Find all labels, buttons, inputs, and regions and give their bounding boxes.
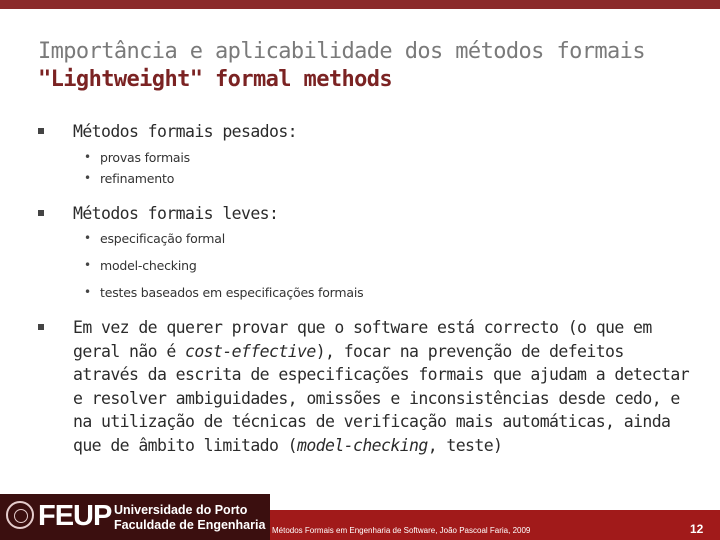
dot-bullet-icon: • <box>84 231 91 245</box>
bullet-text: Métodos formais pesados: <box>73 122 298 141</box>
slide-title-line2: "Lightweight" formal methods <box>38 67 393 92</box>
sub-bullet-text: provas formais <box>100 149 190 165</box>
sub-bullet-text: especificação formal <box>100 231 226 246</box>
paragraph-part1: Em vez de querer provar que o software está correcto (o que em geral não é <box>73 318 652 361</box>
dot-bullet-icon: • <box>84 285 91 299</box>
sub-bullet <box>38 228 698 249</box>
sub-bullet-text: refinamento <box>100 170 175 186</box>
sub-bullet <box>38 282 698 303</box>
university-seal-icon <box>6 501 34 529</box>
university-name: Universidade do Porto <box>114 503 248 517</box>
square-bullet-icon <box>38 128 44 134</box>
slide-footer <box>0 494 720 540</box>
sub-bullet-text: model-checking <box>100 258 197 273</box>
page-number: 12 <box>690 522 704 536</box>
bullet-text: Métodos formais leves: <box>73 203 279 223</box>
paragraph-part2: ), focar na prevenção de defeitos através da escrita de especificações formais que ajudam a detectar e resolver ambiguidades, omissões e inconsistências desde cedo, e na utilização de técnicas de verificação mais automáticas, ainda que de âmbito limitado ( <box>73 341 690 455</box>
slide-title <box>38 38 708 94</box>
footer-logo-area <box>0 494 270 540</box>
bullet-paragraph <box>38 316 698 457</box>
bullet-light-methods <box>38 202 698 226</box>
course-info: Métodos Formais em Engenharia de Software, João Pascoal Faria, 2009 <box>272 526 531 535</box>
sub-bullet <box>38 168 698 189</box>
top-accent-bar <box>0 0 720 9</box>
dot-bullet-icon: • <box>84 170 91 185</box>
dot-bullet-icon: • <box>84 149 91 164</box>
sub-bullet <box>38 255 698 276</box>
slide-content <box>38 120 698 457</box>
paragraph-emphasis-cost-effective: cost-effective <box>185 341 316 361</box>
sub-bullet <box>38 147 698 168</box>
dot-bullet-icon: • <box>84 258 91 272</box>
feup-logo-text: FEUP <box>38 500 112 532</box>
square-bullet-icon <box>38 210 44 216</box>
paragraph-emphasis-model-checking: model-checking <box>297 435 428 455</box>
paragraph-part3: , teste) <box>427 435 503 455</box>
sub-bullet-text: testes baseados em especificações formais <box>100 285 364 300</box>
faculty-name: Faculdade de Engenharia <box>114 518 266 532</box>
slide-title-line1: Importância e aplicabilidade dos métodos formais <box>38 39 645 64</box>
square-bullet-icon <box>38 324 44 330</box>
bullet-heavy-methods <box>38 120 698 144</box>
